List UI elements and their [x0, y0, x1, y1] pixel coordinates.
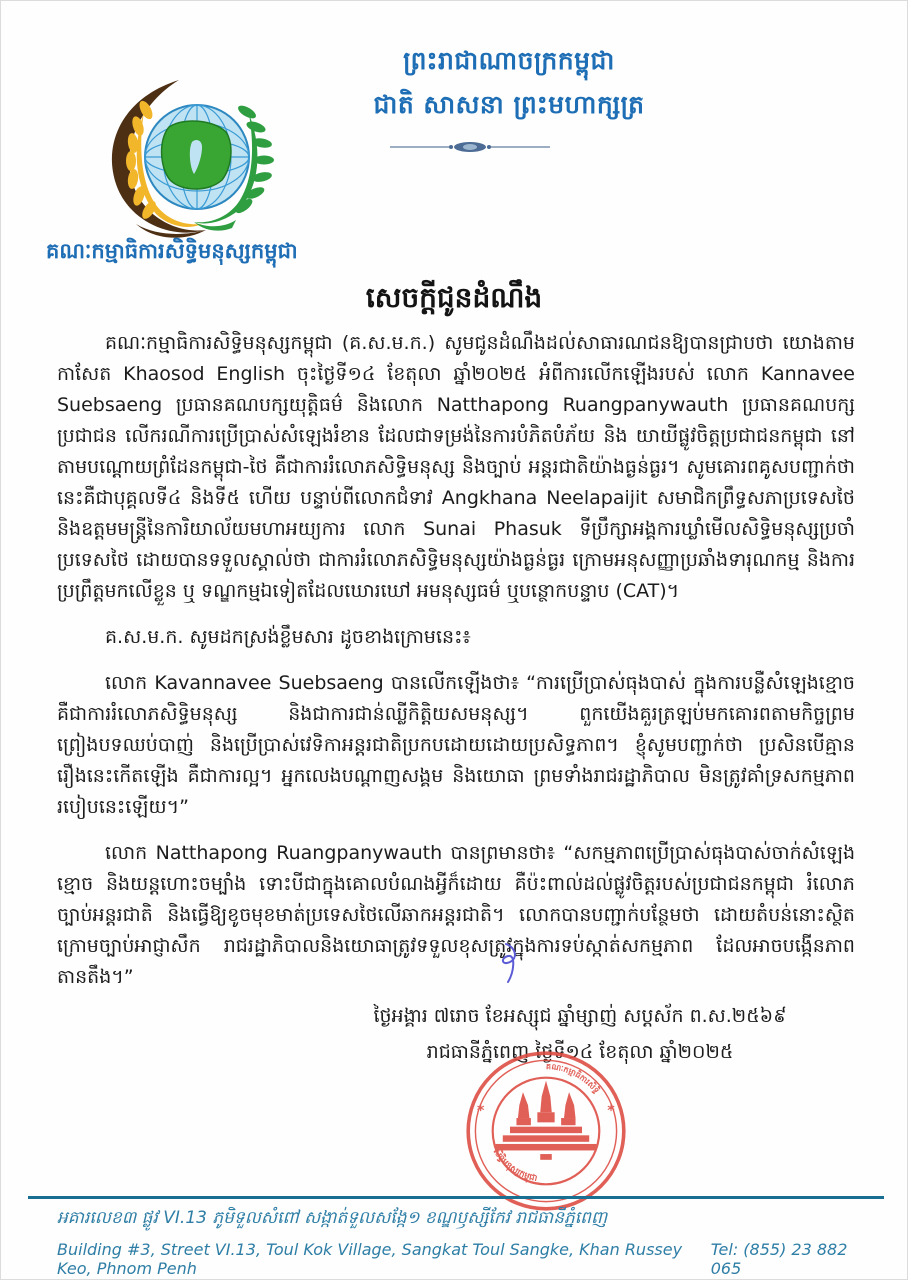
footer-address-row — [57, 1240, 857, 1278]
svg-text:សិទ្ធិមនុស្សកម្ពុជា: សិទ្ធិមនុស្សកម្ពុជា — [490, 1147, 539, 1185]
paragraph-announcement: គណៈកម្មាធិការសិទ្ធិមនុស្សកម្ពុជា (គ.ស.ម.ក.) សូមជូនដំណឹងដល់សាធារណជនឱ្យបានជ្រាបថា យោងតាមកាសែត Khaosod English ចុះថ្ងៃទី១៤ ខែតុលា ឆ្នាំ២០២៥ អំពីការលើកឡើងរបស់ លោក Kannavee Suebsaeng ប្រធានគណបក្សយុត្តិធម៌ និងលោក Natthapong Ruangpanywauth ប្រធានគណបក្សប្រជាជន លើករណីការប្រើប្រាស់សំឡេងរំខាន ដែលជាទម្រង់នៃការបំភិតបំភ័យ និង យាយីផ្លូវចិត្តប្រជាជនកម្ពុជា នៅតាមបណ្តោយព្រំដែនកម្ពុជា-ថៃ គឺជាការរំលោភសិទ្ធិមនុស្ស និងច្បាប់ អន្តរជាតិយ៉ាងធ្ងន់ធ្ងរ។ សូមគោរពគូសបញ្ជាក់ថា នេះគឺជាបុគ្គលទី៤ និងទី៥ ហើយ បន្ទាប់ពីលោកជំទាវ Angkhana Neelapaijit សមាជិកព្រឹទ្ធសភាប្រទេសថៃ និងឧត្តមមន្រ្តីនៃការិយាល័យមហាអយ្យការ លោក Sunai Phasuk ទីប្រឹក្សាអង្គការឃ្លាំមើលសិទ្ធិមនុស្សប្រចាំប្រទេសថៃ ដោយបានទទួលស្គាល់ថា ជាការរំលោភសិទ្ធិមនុស្សយ៉ាងធ្ងន់ធ្ងរ ក្រោមអនុសញ្ញាប្រឆាំងទារុណកម្ម និងការប្រព្រឹត្តមកលើខ្លួន ឬ ទណ្ឌកម្មឯទៀតដែលឃោរឃៅ អមនុស្សធម៌ ឬបន្ថោកបន្ទាប (CAT)។ — [57, 332, 855, 602]
svg-text:*: * — [607, 1103, 615, 1120]
footer-address-khmer: អគារលេខ៣ ផ្លូវ VI.13 ភូមិទួលសំពៅ សង្កាត់ទួលសង្កែ១ ខណ្ឌឫស្សីកែវ រាជធានីភ្នំពេញ — [57, 1208, 608, 1228]
letter-body — [57, 328, 855, 1008]
paragraph-quote-intro: គ.ស.ម.ក. សូមដកស្រង់ខ្លឹមសារ ដូចខាងក្រោមនេះ៖ — [105, 626, 471, 648]
kingdom-title: ព្រះរាជាណាចក្រកម្ពុជា — [403, 46, 615, 75]
paragraph-kavannavee-quote: លោក Kavannavee Suebsaeng បានលើកឡើងថា៖ “ការប្រើប្រាស់ធុងបាស់ ក្នុងការបន្លឺសំឡេងខ្មោច គឺជាការរំលោភសិទ្ធិមនុស្ស និងជាការជាន់ឈ្លីកិត្តិយសមនុស្ស។ ពួកយើងគួរត្រឡប់មកគោរពតាមកិច្ចព្រមព្រៀងបទឈប់បាញ់ និងប្រើប្រាស់វេទិកាអន្តរជាតិប្រកបដោយដោយប្រសិទ្ធភាព។ ខ្ញុំសូមបញ្ជាក់ថា ប្រសិនបើគ្មានរឿងនេះកើតឡើង គឺជាការល្អ។ អ្នកលេងបណ្តាញសង្គម និងយោធា ព្រមទាំងរាជរដ្ឋាភិបាល មិនត្រូវគាំទ្រសកម្មភាពរបៀបនេះឡើយ។” — [57, 672, 855, 818]
footer-telephone: Tel: (855) 23 882 065 — [710, 1240, 848, 1278]
page-title: សេចក្តីជូនដំណឹង — [365, 281, 543, 314]
red-angkor-seal-stamp-icon — [428, 1046, 664, 1216]
svg-text:គណៈកម្មាធិការសិទ្ធិ: គណៈកម្មាធិការសិទ្ធិ — [545, 1062, 602, 1096]
chrc-logo-icon — [84, 72, 309, 242]
lunar-date-line: ថ្ងៃអង្គារ ៧រោច ខែអស្សុជ ឆ្នាំម្សាញ់ សប្តស័ក ព.ស.២៥៦៩ — [373, 1005, 787, 1027]
ornamental-divider-icon — [385, 136, 555, 158]
svg-text:*: * — [476, 1103, 485, 1120]
pen-flourish-icon — [496, 942, 524, 984]
gregorian-date-line: រាជធានីភ្នំពេញ ថ្ងៃទី១៤ ខែតុលា ឆ្នាំ២០២៥ — [426, 1041, 734, 1063]
footer-address-english: Building #3, Street VI.13, Toul Kok Village, Sangkat Toul Sangke, Khan Russey Keo, Phnom Penh — [57, 1240, 683, 1278]
footer-divider — [28, 1196, 884, 1199]
nation-religion-king: ជាតិ សាសនា ព្រះមហាក្សត្រ — [373, 90, 645, 119]
organization-name: គណៈកម្មាធិការសិទ្ធិមនុស្សកម្ពុជា — [46, 239, 298, 263]
paragraph-natthapong-quote: លោក Natthapong Ruangpanywauth បានព្រមានថា៖ “សកម្មភាពប្រើប្រាស់ធុងបាស់ចាក់សំឡេងខ្មោច និងយន្តហោះចម្បាំង ទោះបីជាក្នុងគោលបំណងអ្វីក៏ដោយ គឺប៉ះពាល់ដល់ផ្លូវចិត្តរបស់ប្រជាជនកម្ពុជា រំលោភច្បាប់អន្តរជាតិ និងធ្វើឱ្យខូចមុខមាត់ប្រទេសថៃលើឆាកអន្តរជាតិ។ លោកបានបញ្ជាក់បន្ថែមថា ដោយតំបន់នោះស្ថិតក្រោមច្បាប់អាជ្ញាសឹក រាជរដ្ឋាភិបាលនិងយោធាត្រូវទទួលខុសត្រូវក្នុងការទប់ស្កាត់សកម្មភាព ដែលអាចបង្កើនភាពតានតឹង។” — [57, 842, 855, 988]
